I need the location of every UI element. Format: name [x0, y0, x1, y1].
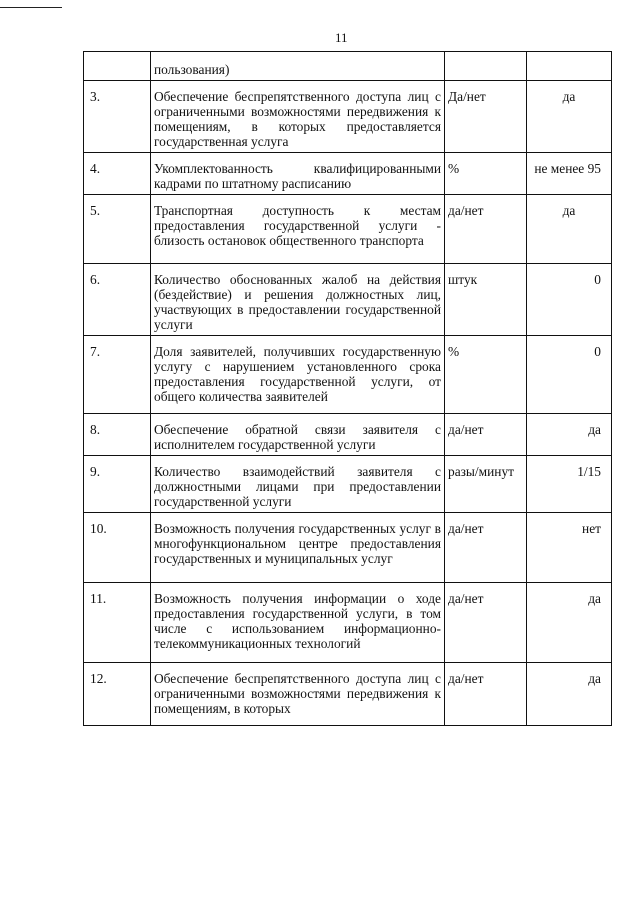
row-description: Количество обоснованных жалоб на действия (бездействие) и решения должностных лиц, участвующих в предоставлении государственной услуги [151, 264, 445, 336]
row-unit: штук [445, 264, 527, 336]
row-unit: да/нет [445, 513, 527, 583]
row-unit: Да/нет [445, 81, 527, 153]
row-number: 8. [84, 414, 151, 456]
row-number: 10. [84, 513, 151, 583]
row-number: 12. [84, 663, 151, 726]
row-description: Обеспечение беспрепятственного доступа лиц с ограниченными возможностями передвижения к помещениям, в которых [151, 663, 445, 726]
row-description: Транспортная доступность к местам предоставления государственной услуги - близость остановок общественного транспорта [151, 195, 445, 264]
row-value: нет [527, 513, 612, 583]
row-description: Возможность получения государственных услуг в многофункциональном центре предоставления государственных и муниципальных услуг [151, 513, 445, 583]
row-number: 5. [84, 195, 151, 264]
row-number: 4. [84, 153, 151, 195]
table-row [84, 583, 612, 663]
table-row [84, 456, 612, 513]
row-description: пользования) [151, 52, 445, 81]
indicators-table [83, 51, 612, 726]
row-description: Укомплектованность квалифицированными кадрами по штатному расписанию [151, 153, 445, 195]
row-number: 9. [84, 456, 151, 513]
row-description: Количество взаимодействий заявителя с должностными лицами при предоставлении государственной услуги [151, 456, 445, 513]
row-value: да [527, 81, 612, 153]
row-unit: разы/минут [445, 456, 527, 513]
row-number [84, 52, 151, 81]
table-row [84, 52, 612, 81]
row-unit [445, 52, 527, 81]
row-value: не менее 95 [527, 153, 612, 195]
row-unit: да/нет [445, 414, 527, 456]
row-value: да [527, 414, 612, 456]
row-value: да [527, 663, 612, 726]
row-number: 11. [84, 583, 151, 663]
table-row [84, 513, 612, 583]
row-unit: да/нет [445, 583, 527, 663]
indicators-table-body [84, 52, 612, 726]
row-unit: % [445, 336, 527, 414]
table-row [84, 414, 612, 456]
row-number: 7. [84, 336, 151, 414]
row-unit: % [445, 153, 527, 195]
page-number: 11 [335, 30, 348, 45]
row-value: 0 [527, 336, 612, 414]
corner-line [0, 7, 62, 8]
table-row [84, 663, 612, 726]
row-value: 1/15 [527, 456, 612, 513]
table-row [84, 336, 612, 414]
row-unit: да/нет [445, 195, 527, 264]
table-row [84, 195, 612, 264]
row-value: да [527, 195, 612, 264]
row-number: 3. [84, 81, 151, 153]
row-value [527, 52, 612, 81]
row-description: Обеспечение обратной связи заявителя с исполнителем государственной услуги [151, 414, 445, 456]
table-row [84, 264, 612, 336]
row-description: Обеспечение беспрепятственного доступа лиц с ограниченными возможностями передвижения к помещениям, в которых предоставляется государственная услуга [151, 81, 445, 153]
table-row [84, 81, 612, 153]
row-unit: да/нет [445, 663, 527, 726]
row-description: Возможность получения информации о ходе предоставления государственной услуги, в том числе с использованием информационно-телекоммуникационных технологий [151, 583, 445, 663]
row-description: Доля заявителей, получивших государственную услугу с нарушением установленного срока предоставления государственной услуги, от общего количества заявителей [151, 336, 445, 414]
row-number: 6. [84, 264, 151, 336]
row-value: 0 [527, 264, 612, 336]
table-row [84, 153, 612, 195]
row-value: да [527, 583, 612, 663]
